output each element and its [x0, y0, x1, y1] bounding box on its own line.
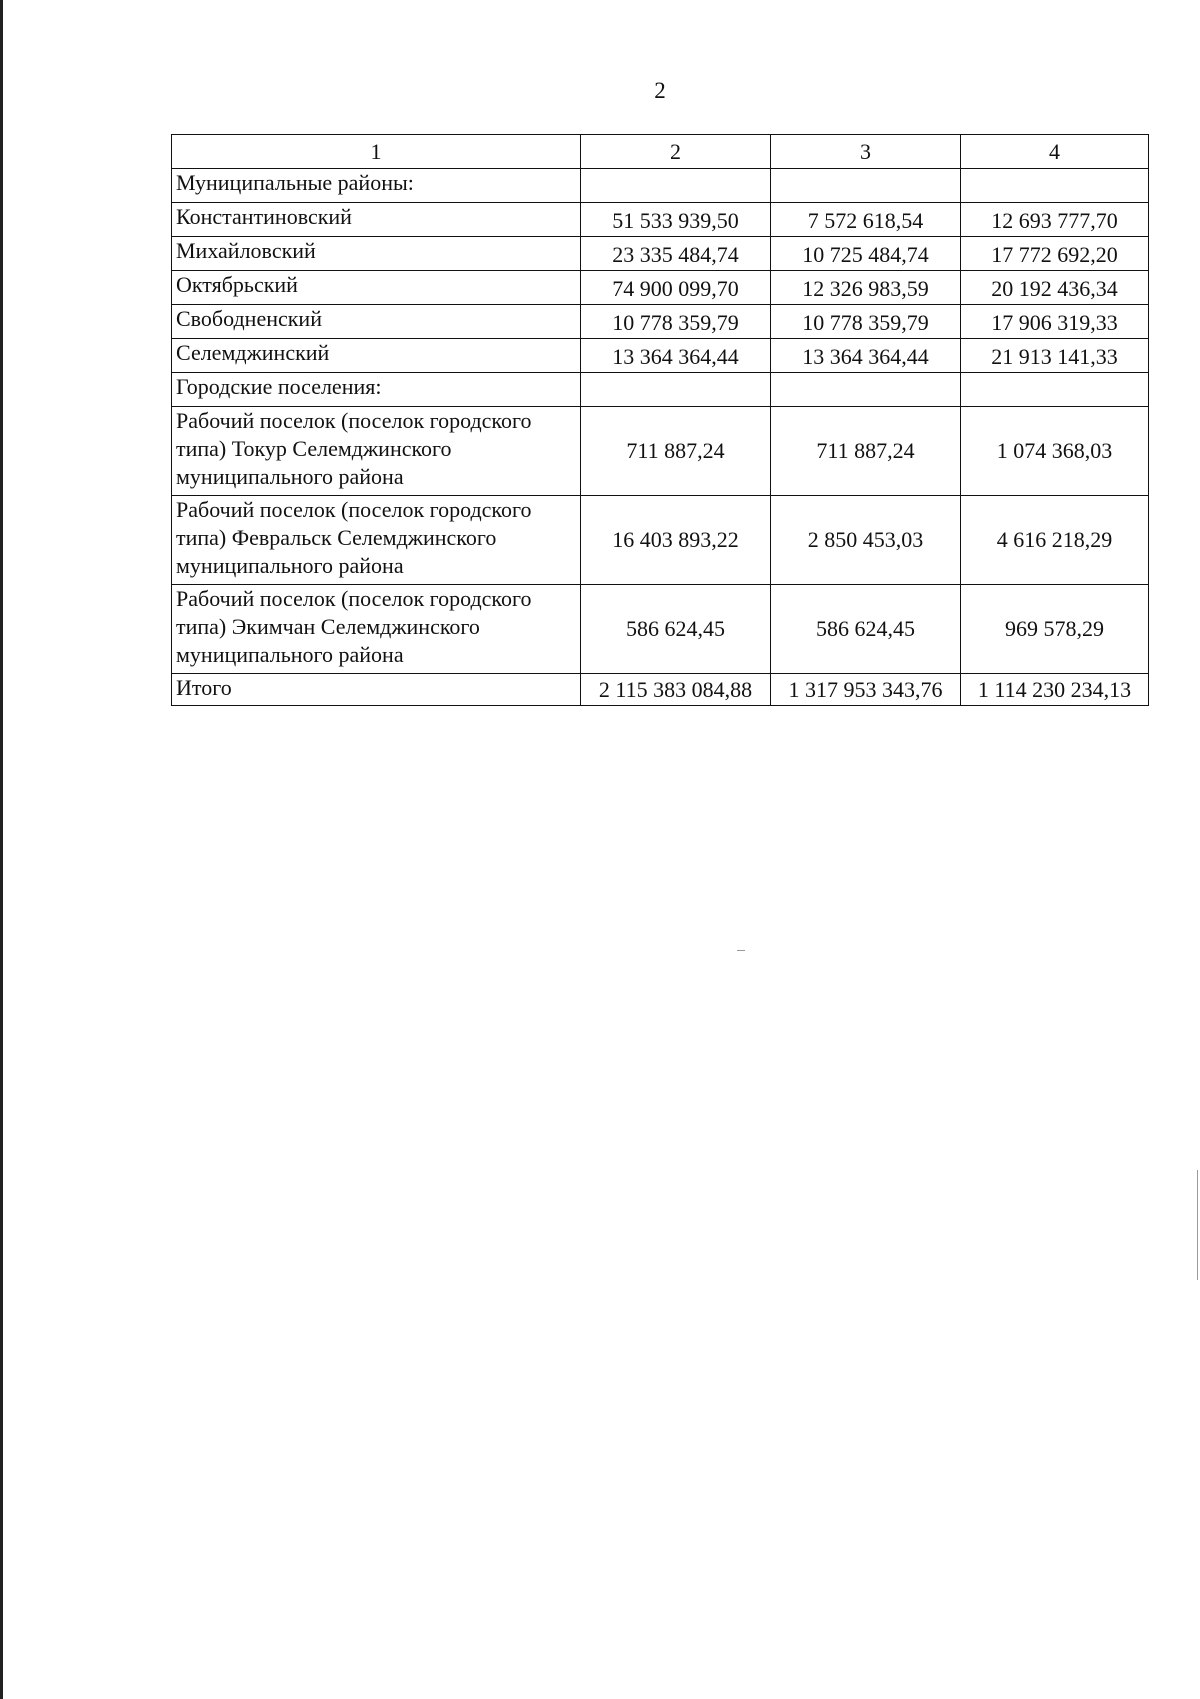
table-cell: 21 913 141,33	[961, 339, 1149, 373]
column-header-3: 3	[771, 135, 961, 169]
table-cell: 4 616 218,29	[961, 496, 1149, 585]
row-label: Рабочий поселок (поселок городского типа) Февральск Селемджинского муниципального района	[172, 496, 581, 585]
section-heading: Городские поселения:	[172, 373, 581, 407]
total-cell: 1 317 953 343,76	[771, 674, 961, 706]
table-cell: 17 772 692,20	[961, 237, 1149, 271]
table-row	[172, 203, 1149, 237]
table-row	[172, 407, 1149, 496]
total-label: Итого	[172, 674, 581, 706]
table-row	[172, 585, 1149, 674]
table-cell: 7 572 618,54	[771, 203, 961, 237]
section-heading: Муниципальные районы:	[172, 169, 581, 203]
table-row	[172, 339, 1149, 373]
scan-speck	[737, 950, 745, 951]
table-cell: 13 364 364,44	[771, 339, 961, 373]
table-cell: 711 887,24	[581, 407, 771, 496]
table-cell: 23 335 484,74	[581, 237, 771, 271]
table-cell	[581, 373, 771, 407]
table-cell: 10 725 484,74	[771, 237, 961, 271]
total-cell: 2 115 383 084,88	[581, 674, 771, 706]
row-label: Селемджинский	[172, 339, 581, 373]
total-row	[172, 674, 1149, 706]
table-row	[172, 237, 1149, 271]
table-cell	[771, 373, 961, 407]
column-header-1: 1	[172, 135, 581, 169]
table-cell: 586 624,45	[771, 585, 961, 674]
scan-edge-left	[0, 0, 3, 1699]
table-cell: 1 074 368,03	[961, 407, 1149, 496]
column-header-2: 2	[581, 135, 771, 169]
table-cell	[961, 169, 1149, 203]
table-cell: 586 624,45	[581, 585, 771, 674]
table-cell: 12 693 777,70	[961, 203, 1149, 237]
table-row	[172, 496, 1149, 585]
row-label: Константиновский	[172, 203, 581, 237]
table-cell: 74 900 099,70	[581, 271, 771, 305]
table-cell	[771, 169, 961, 203]
table-cell	[581, 169, 771, 203]
table-cell: 51 533 939,50	[581, 203, 771, 237]
table-header-row	[172, 135, 1149, 169]
table-cell: 16 403 893,22	[581, 496, 771, 585]
column-header-4: 4	[961, 135, 1149, 169]
table-row	[172, 373, 1149, 407]
table-cell: 2 850 453,03	[771, 496, 961, 585]
table-cell: 711 887,24	[771, 407, 961, 496]
total-cell: 1 114 230 234,13	[961, 674, 1149, 706]
table-cell: 969 578,29	[961, 585, 1149, 674]
table-cell: 10 778 359,79	[581, 305, 771, 339]
table-row	[172, 169, 1149, 203]
row-label: Михайловский	[172, 237, 581, 271]
allocation-table	[171, 134, 1149, 706]
row-label: Рабочий поселок (поселок городского типа) Токур Селемджинского муниципального района	[172, 407, 581, 496]
table-row	[172, 271, 1149, 305]
table-cell: 12 326 983,59	[771, 271, 961, 305]
table-cell: 17 906 319,33	[961, 305, 1149, 339]
table-row	[172, 305, 1149, 339]
table-cell: 13 364 364,44	[581, 339, 771, 373]
row-label: Свободненский	[172, 305, 581, 339]
scan-edge-right	[1197, 1170, 1198, 1280]
page-number: 2	[654, 78, 666, 103]
table-cell: 20 192 436,34	[961, 271, 1149, 305]
table-cell	[961, 373, 1149, 407]
table-cell: 10 778 359,79	[771, 305, 961, 339]
row-label: Октябрьский	[172, 271, 581, 305]
row-label: Рабочий поселок (поселок городского типа) Экимчан Селемджинского муниципального района	[172, 585, 581, 674]
